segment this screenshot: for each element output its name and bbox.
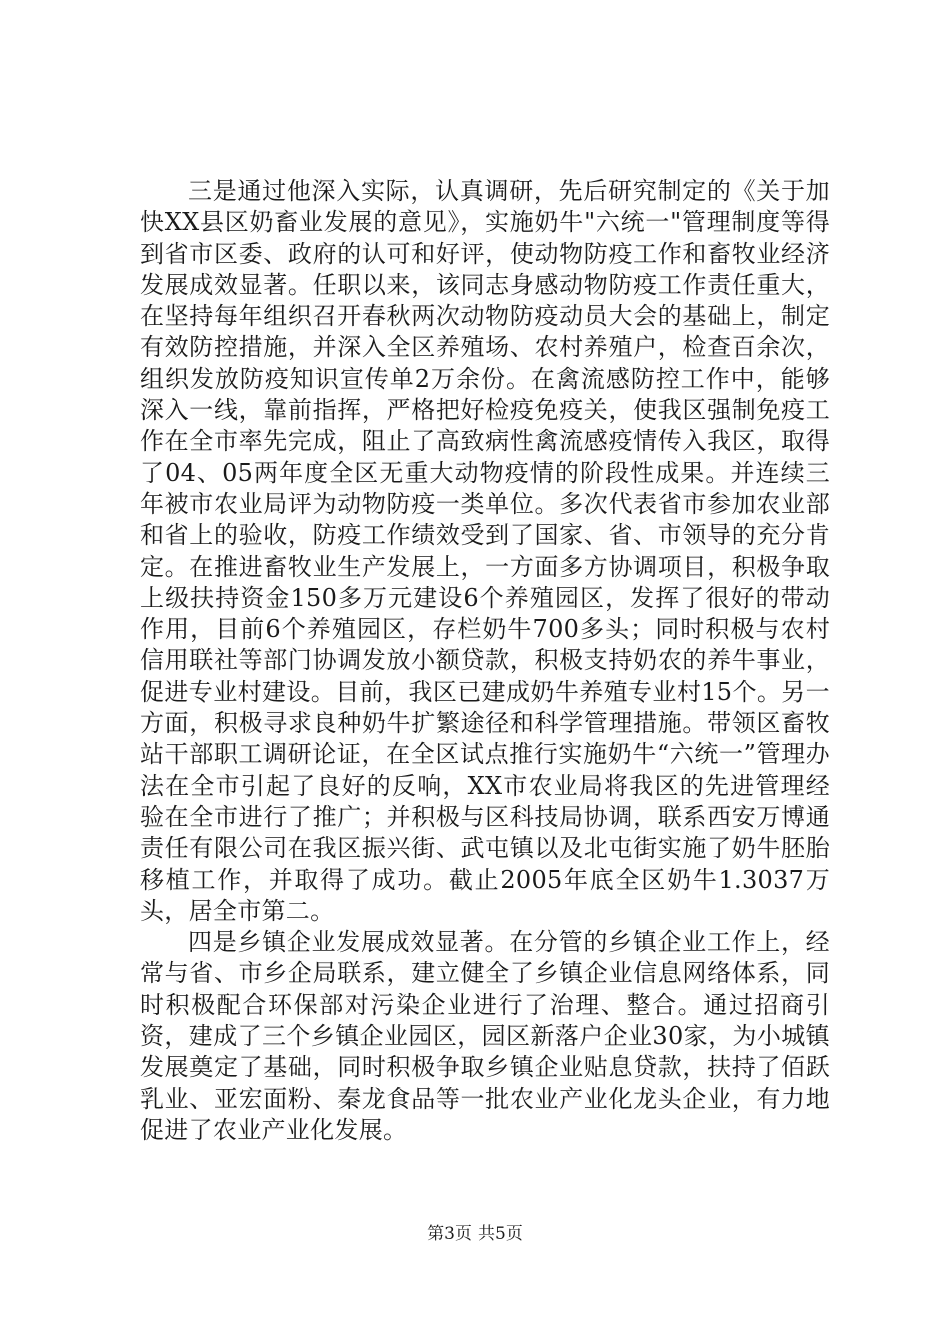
paragraph-4: 四是乡镇企业发展成效显著。在分管的乡镇企业工作上，经常与省、市乡企局联系，建立健全了乡镇企业信息网络体系，同时积极配合环保部对污染企业进行了治理、整合。通过招商引资，建成了三个乡镇企业园区，园区新落户企业30家，为小城镇发展奠定了基础，同时积极争取乡镇企业贴息贷款，扶持了佰跃乳业、亚宏面粉、秦龙食品等一批农业产业化龙头企业，有力地促进了农业产业化发展。 <box>140 928 830 1144</box>
page-total: 共5页 <box>478 1224 523 1244</box>
page-number: 第3页 <box>427 1224 472 1244</box>
document-body <box>140 176 830 1146</box>
paragraph-3: 三是通过他深入实际，认真调研，先后研究制定的《关于加快XX县区奶畜业发展的意见》，实施奶牛"六统一"管理制度等得到省市区委、政府的认可和好评，使动物防疫工作和畜牧业经济发展成效显著。任职以来，该同志身感动物防疫工作责任重大，在坚持每年组织召开春秋两次动物防疫动员大会的基础上，制定有效防控措施，并深入全区养殖场、农村养殖户，检查百余次，组织发放防疫知识宣传单2万余份。在禽流感防控工作中，能够深入一线，靠前指挥，严格把好检疫免疫关，使我区强制免疫工作在全市率先完成，阻止了高致病性禽流感疫情传入我区，取得了04、05两年度全区无重大动物疫情的阶段性成果。并连续三年被市农业局评为动物防疫一类单位。多次代表省市参加农业部和省上的验收，防疫工作绩效受到了国家、省、市领导的充分肯定。在推进畜牧业生产发展上，一方面多方协调项目，积极争取上级扶持资金150多万元建设6个养殖园区，发挥了很好的带动作用，目前6个养殖园区，存栏奶牛700多头；同时积极与农村信用联社等部门协调发放小额贷款，积极支持奶农的养牛事业，促进专业村建设。目前，我区已建成奶牛养殖专业村15个。另一方面，积极寻求良种奶牛扩繁途径和科学管理措施。带领区畜牧站干部职工调研论证，在全区试点推行实施奶牛“六统一”管理办法在全市引起了良好的反响，XX市农业局将我区的先进管理经验在全市进行了推广；并积极与区科技局协调，联系西安万博通责任有限公司在我区振兴街、武屯镇以及北屯街实施了奶牛胚胎移植工作，并取得了成功。截止2005年底全区奶牛1.3037万头，居全市第二。 <box>140 177 830 925</box>
page-footer <box>0 1219 950 1244</box>
